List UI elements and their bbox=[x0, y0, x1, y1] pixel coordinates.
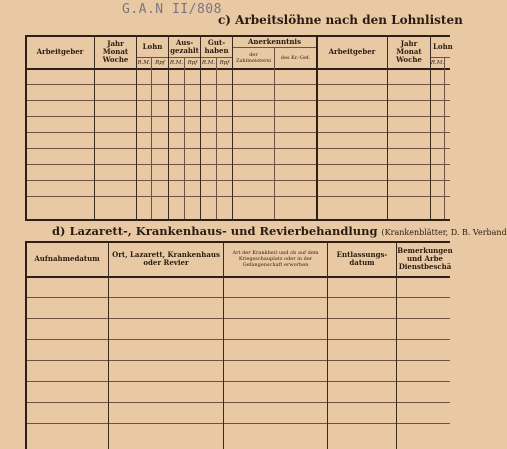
header-lohn-2: Lohn bbox=[433, 41, 453, 51]
header-aufnahmedatum: Aufnahmedatum bbox=[34, 254, 100, 263]
header-anerkenntnis: Anerkenntnis bbox=[247, 36, 302, 46]
header-arbeitgeber: Arbeitgeber bbox=[36, 47, 84, 56]
subheader-rm-lohn-2: R.M. bbox=[430, 60, 445, 66]
header-ort: Ort, Lazarett, Krankenhaus oder Revier bbox=[112, 250, 220, 267]
header-arbeitgeber-2: Arbeitgeber bbox=[328, 47, 376, 56]
header-der-zahlmeisterei: der Zahlmeisterei bbox=[235, 52, 272, 64]
section-c-title: c) Arbeitslöhne nach den Lohnlisten bbox=[218, 13, 463, 27]
header-jahr-monat-woche-2: Jahr Monat Woche bbox=[396, 39, 422, 64]
subheader-rpf-ausgezahlt: Rpf bbox=[187, 60, 198, 66]
section-d-title-text: d) Lazarett-, Krankenhaus- und Revierbehandlung bbox=[52, 224, 378, 238]
section-d-title bbox=[52, 224, 507, 238]
header-bemerkungen: Bemerkungen und Arbe Dienstbeschä bbox=[397, 246, 453, 271]
subheader-rpf-lohn: Rpf bbox=[155, 60, 165, 66]
subheader-rm-lohn: R.M. bbox=[137, 60, 151, 66]
archive-stamp: G.A.N II/808 bbox=[122, 2, 222, 17]
subheader-rm-ausgezahlt: R.M. bbox=[169, 60, 184, 66]
header-des-kr-gef: des Kr.-Gef. bbox=[280, 55, 311, 61]
subheader-rpf-guthaben: Rpf bbox=[219, 60, 230, 66]
header-art-der-krankheit: Art der Krankheit und ob auf dem Kriegsschauplatz oder in der Gefangenschaft erworben bbox=[232, 250, 319, 268]
header-ausgezahlt: Aus- gezahlt bbox=[170, 37, 199, 55]
subheader-rm-guthaben: R.M. bbox=[201, 60, 216, 66]
header-lohn: Lohn bbox=[142, 41, 163, 51]
header-entlassungsdatum: Entlassungs- datum bbox=[336, 250, 388, 267]
header-guthaben: Gut- haben bbox=[204, 37, 229, 55]
section-d-title-note: (Krankenblätter, D. B. Verband bbox=[381, 228, 507, 237]
header-jahr-monat-woche: Jahr Monat Woche bbox=[102, 39, 129, 64]
